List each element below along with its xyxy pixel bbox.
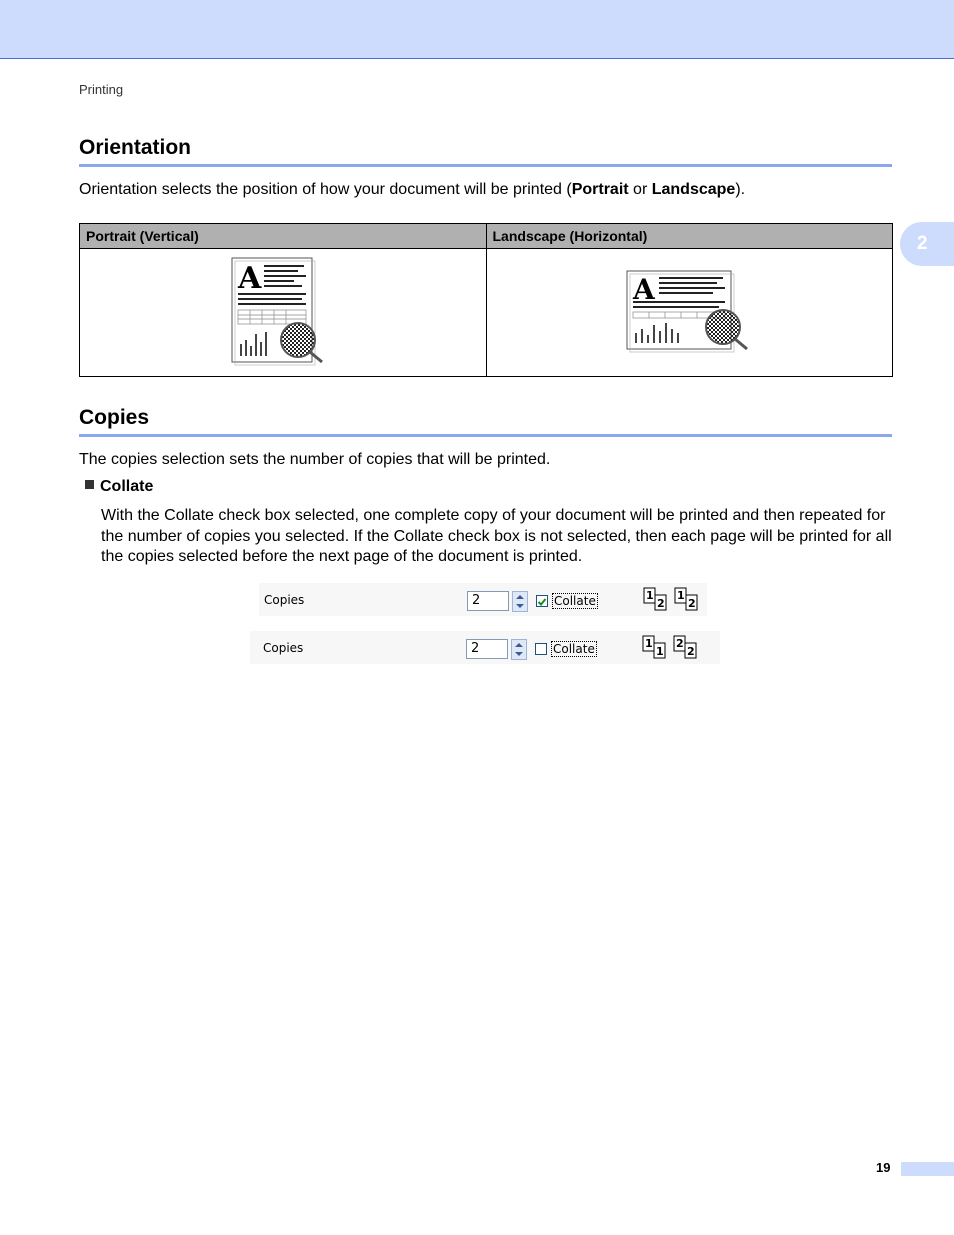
orientation-table xyxy=(79,223,893,377)
svg-text:2: 2 xyxy=(676,637,684,650)
copies-input[interactable]: 2 xyxy=(467,591,509,611)
copies-label: Copies xyxy=(264,593,305,607)
landscape-page-illustration xyxy=(623,267,755,353)
collate-checkbox-checked[interactable] xyxy=(536,595,548,607)
orientation-intro xyxy=(79,179,745,200)
intro-text-3: ). xyxy=(735,181,746,198)
svg-text:2: 2 xyxy=(687,645,695,658)
collate-checkbox-unchecked[interactable] xyxy=(535,643,547,655)
header-band xyxy=(0,0,954,59)
landscape-cell xyxy=(486,249,893,377)
header-portrait: Portrait (Vertical) xyxy=(80,224,487,249)
copies-label: Copies xyxy=(263,641,304,655)
intro-text-1: Orientation selects the position of how your document will be printed ( xyxy=(79,181,572,198)
section-title-orientation: Orientation xyxy=(79,136,892,167)
collated-pages-icon xyxy=(643,585,705,613)
svg-text:2: 2 xyxy=(657,597,665,610)
svg-text:2: 2 xyxy=(688,597,696,610)
portrait-page-illustration xyxy=(228,254,338,366)
portrait-cell xyxy=(80,249,487,377)
collate-bullet xyxy=(85,478,153,496)
collate-label[interactable]: Collate xyxy=(553,642,595,656)
landscape-term: Landscape xyxy=(651,181,736,198)
header-landscape: Landscape (Horizontal) xyxy=(486,224,893,249)
chapter-tab[interactable]: 2 xyxy=(900,222,954,266)
svg-text:1: 1 xyxy=(645,637,653,650)
collate-label[interactable]: Collate xyxy=(554,594,596,608)
uncollated-pages-icon xyxy=(642,633,704,661)
intro-text-2: or xyxy=(628,181,652,198)
bullet-square-icon xyxy=(85,480,94,489)
svg-text:1: 1 xyxy=(677,589,685,602)
copies-spinner-icon[interactable] xyxy=(512,591,528,612)
collate-description: With the Collate check box selected, one complete copy of your document will be printed and then repeated for the number of copies you selected. If the Collate check box is not selected, then each page will be printed for all the copies selected before the next page of the document is printed. xyxy=(101,507,892,566)
svg-text:A: A xyxy=(237,261,262,297)
page-number: 19 xyxy=(876,1160,891,1175)
section-title-copies: Copies xyxy=(79,406,892,437)
collate-heading: Collate xyxy=(100,478,154,495)
checkmark-icon xyxy=(537,597,547,607)
footer-band xyxy=(901,1162,954,1176)
portrait-term: Portrait xyxy=(571,181,629,198)
breadcrumb: Printing xyxy=(79,82,124,97)
svg-text:1: 1 xyxy=(656,645,664,658)
copies-panel-collated xyxy=(259,583,707,616)
svg-text:1: 1 xyxy=(646,589,654,602)
copies-spinner-icon[interactable] xyxy=(511,639,527,660)
svg-text:A: A xyxy=(633,273,655,307)
copies-input[interactable]: 2 xyxy=(466,639,508,659)
copies-intro: The copies selection sets the number of copies that will be printed. xyxy=(79,451,551,468)
copies-panel-uncollated xyxy=(250,631,720,664)
